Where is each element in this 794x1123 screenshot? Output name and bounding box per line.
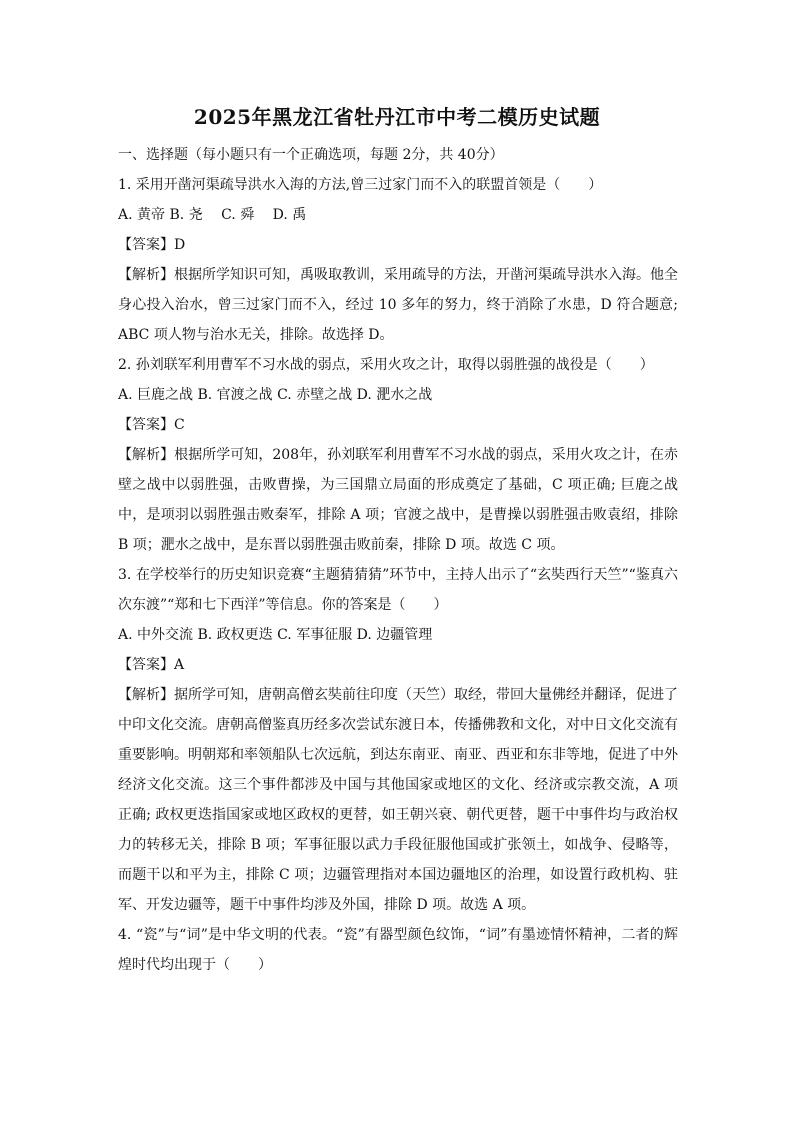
document-body bbox=[118, 140, 678, 980]
section-heading: 一、选择题（每小题只有一个正确选项，每题 2分，共 40分） bbox=[118, 147, 504, 163]
question-3-stem: 3. 在学校举行的历史知识竞赛“主题猜猜猜”环节中，主持人出示了“玄奘西行天竺”“鉴真六次东渡”“郑和七下西洋”等信息。你的答案是（ ） bbox=[118, 567, 678, 613]
question-2-analysis: 【解析】根据所学可知，208年，孙刘联军利用曹军不习水战的弱点，采用火攻之计，在赤壁之战中以弱胜强，击败曹操，为三国鼎立局面的形成奠定了基础，C 项正确; 巨鹿之战中，是项羽以弱胜强击败秦军，排除 A 项；官渡之战中，是曹操以弱胜强击败袁绍，排除 B 项；淝水之战中，是东晋以弱胜强击败前秦，排除 D 项。故选 C 项。 bbox=[118, 447, 678, 553]
question-1-answer: 【答案】D bbox=[118, 237, 186, 253]
question-2-stem: 2. 孙刘联军利用曹军不习水战的弱点，采用火攻之计，取得以弱胜强的战役是（ ） bbox=[118, 357, 654, 373]
page-title: 2025年黑龙江省牡丹江市中考二模历史试题 bbox=[193, 105, 601, 129]
question-4-stem: 4. “瓷”与“词”是中华文明的代表。“瓷”有器型颜色纹饰，“词”有墨迹情怀精神，二者的辉煌时代均出现于（ ） bbox=[118, 927, 678, 973]
question-3-analysis: 【解析】据所学可知，唐朝高僧玄奘前往印度（天竺）取经，带回大量佛经并翻译，促进了中印文化交流。唐朝高僧鉴真历经多次尝试东渡日本，传播佛教和文化，对中日文化交流有重要影响。明朝郑和率领船队七次远航，到达东南亚、南亚、西亚和东非等地，促进了中外经济文化交流。这三个事件都涉及中国与其他国家或地区的文化、经济或宗教交流，A 项正确; 政权更迭指国家或地区政权的更替，如王朝兴衰、朝代更替，题干中事件均与政治权力的转移无关，排除 B 项；军事征服以武力手段征服他国或扩张领土，如战争、侵略等，而题干以和平为主，排除 C 项；边疆管理指对本国边疆地区的治理，如设置行政机构、驻军、开发边疆等，题干中事件均涉及外国，排除 D 项。故选 A 项。 bbox=[118, 687, 678, 913]
question-1-options: A. 黄帝 B. 尧 C. 舜 D. 禹 bbox=[118, 207, 307, 223]
question-3-options: A. 中外交流 B. 政权更迭 C. 军事征服 D. 边疆管理 bbox=[118, 627, 433, 643]
question-2-answer: 【答案】C bbox=[118, 417, 185, 433]
question-3-answer: 【答案】A bbox=[118, 657, 185, 673]
question-1-stem: 1. 采用开凿河渠疏导洪水入海的方法,曾三过家门而不入的联盟首领是（ ） bbox=[118, 177, 603, 193]
question-1-analysis: 【解析】根据所学知识可知，禹吸取教训，采用疏导的方法，开凿河渠疏导洪水入海。他全身心投入治水，曾三过家门而不入，经过 10 多年的努力，终于消除了水患，D 符合题意; ABC 项人物与治水无关，排除。故选择 D。 bbox=[118, 267, 678, 343]
question-2-options: A. 巨鹿之战 B. 官渡之战 C. 赤壁之战 D. 淝水之战 bbox=[118, 387, 433, 403]
